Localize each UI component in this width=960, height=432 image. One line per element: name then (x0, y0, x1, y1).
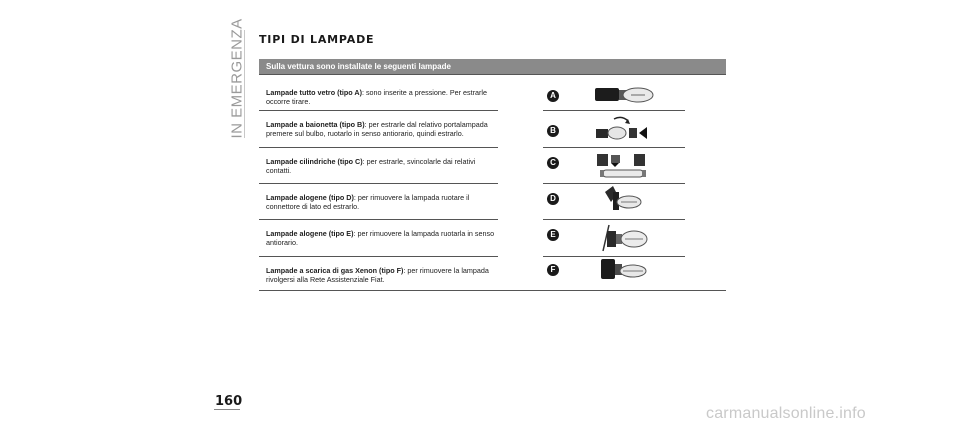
table-row (259, 148, 726, 184)
table-bottom-rule (259, 290, 726, 291)
halogen-bulb-icon (599, 184, 649, 218)
page-number: 160 (215, 394, 243, 409)
row-text: : per rimuovere la lampada ruotare il connettore di lato ed estrarlo. (266, 193, 470, 211)
row-text: : sono inserite a pressione. Per estrarle occorre tirare. (266, 88, 488, 106)
festoon-bulb-icon (595, 151, 653, 183)
row-title: Lampade alogene (tipo D) (266, 193, 354, 202)
row-text: : per rimuovere la lampada rivolgersi alla Rete Assistenziale Fiat. (266, 266, 489, 284)
row-description (266, 229, 498, 247)
xenon-bulb-icon (599, 255, 651, 289)
row-title: Lampade cilindriche (tipo C) (266, 157, 363, 166)
row-title: Lampade tutto vetro (tipo A) (266, 88, 362, 97)
row-title: Lampade a scarica di gas Xenon (tipo F) (266, 266, 404, 275)
row-description (266, 88, 498, 106)
halogen-h7-bulb-icon (595, 221, 651, 255)
wedge-bulb-icon (593, 83, 655, 109)
side-tab-label: IN EMERGENZA (228, 18, 246, 139)
table-row (259, 184, 726, 220)
badge-e: E (547, 229, 559, 241)
section-title: TIPI DI LAMPADE (259, 33, 375, 46)
badge-c: C (547, 157, 559, 169)
row-text: : per estrarle, svincolarle dai relativi contatti. (266, 157, 476, 175)
table-header: Sulla vettura sono installate le seguenti lampade (259, 59, 726, 74)
row-description (266, 266, 498, 284)
page-number-rule (214, 409, 240, 410)
table-row (259, 75, 726, 111)
badge-d: D (547, 193, 559, 205)
watermark: carmanualsonline.info (706, 405, 866, 422)
badge-f: F (547, 264, 559, 276)
row-text: : per rimuovere la lampada ruotarla in senso antiorario. (266, 229, 495, 247)
bayonet-bulb-icon (594, 115, 654, 145)
row-description (266, 157, 498, 175)
row-text: : per estrarle dal relativo portalampada premere sul bulbo, ruotarlo in senso antiorario, quindi estrarlo. (266, 120, 488, 138)
row-description (266, 120, 498, 138)
table-row (259, 220, 726, 257)
badge-a: A (547, 90, 559, 102)
row-title: Lampade a baionetta (tipo B) (266, 120, 365, 129)
badge-b: B (547, 125, 559, 137)
side-tab (226, 18, 246, 140)
row-title: Lampade alogene (tipo E) (266, 229, 354, 238)
row-description (266, 193, 498, 211)
table-row (259, 111, 726, 148)
table-row (259, 257, 726, 291)
